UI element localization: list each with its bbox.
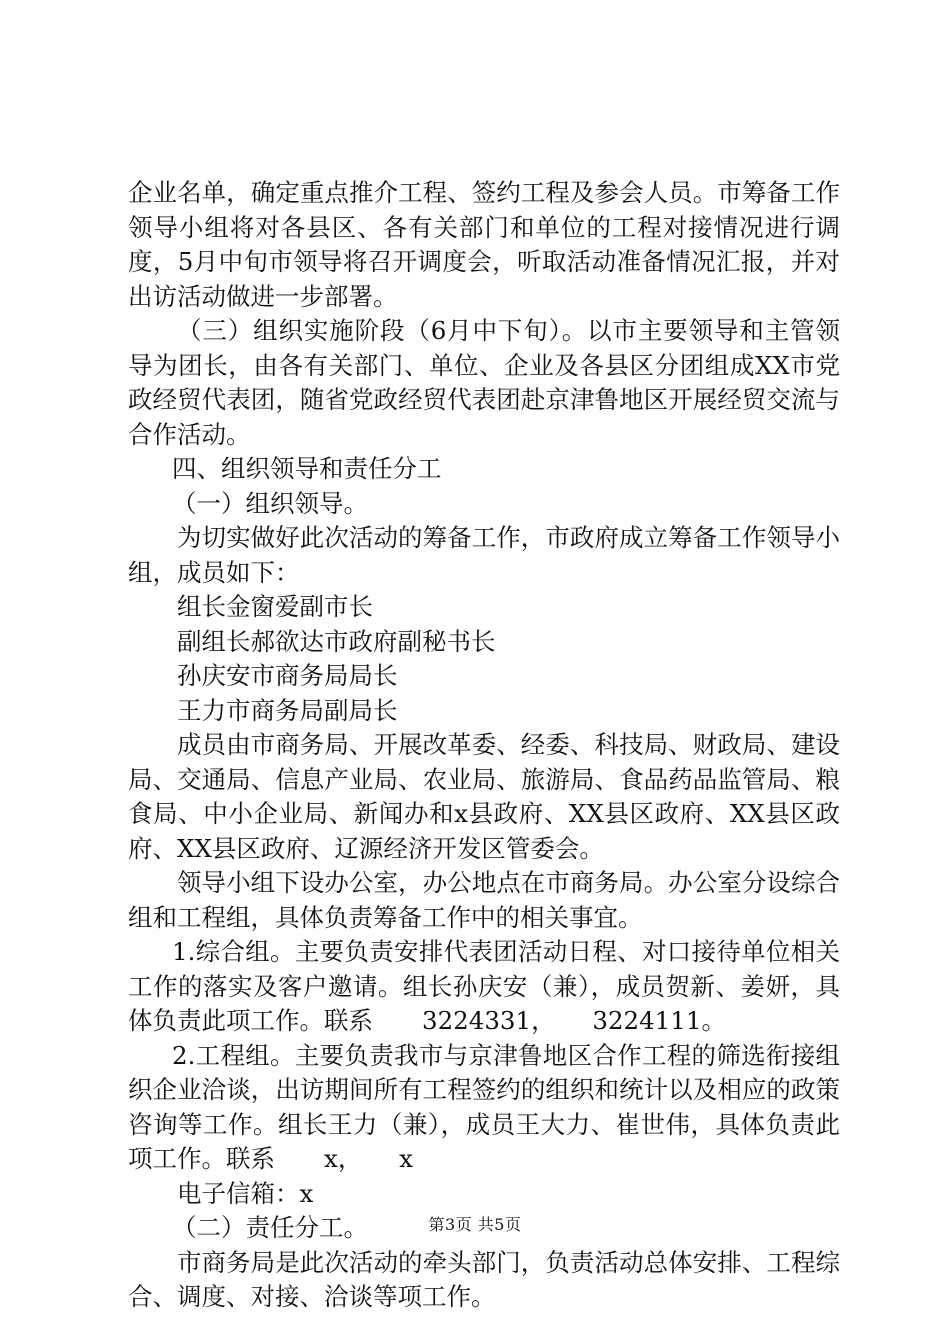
paragraph-members: 成员由市商务局、开展改革委、经委、科技局、财政局、建设局、交通局、信息产业局、农业局、旅游局、食品药品监管局、粮食局、中小企业局、新闻办和x县政府、XX县区政府、XX县区政府、XX县区政府、辽源经济开发区管委会。	[128, 730, 840, 863]
member-deputy-leader: 副组长郝欲达市政府副秘书长	[177, 626, 496, 656]
paragraph-implementation-stage: （三）组织实施阶段（6月中下旬）。以市主要领导和主管领导为团长，由各有关部门、单位、企业及各县区分团组成XX市党政经贸代表团，随省党政经贸代表团赴京津鲁地区开展经贸交流与合作活动。	[128, 316, 840, 449]
subheading-organization-leadership: （一）组织领导。	[172, 488, 368, 518]
document-body	[128, 176, 840, 1315]
paragraph-general-group: 1.综合组。主要负责安排代表团活动日程、对口接待单位相关工作的落实及客户邀请。组长孙庆安（兼），成员贺新、姜妍，具体负责此项工作。联系 3224331， 3224111。	[128, 937, 840, 1035]
paragraph-office: 领导小组下设办公室，办公地点在市商务局。办公室分设综合组和工程组，具体负责筹备工作中的相关事宜。	[128, 868, 840, 932]
paragraph-leadership-group: 为切实做好此次活动的筹备工作，市政府成立筹备工作领导小组，成员如下：	[128, 523, 840, 587]
paragraph-project-group: 2.工程组。主要负责我市与京津鲁地区合作工程的筛选衔接组织企业洽谈，出访期间所有工程签约的组织和统计以及相应的政策咨询等工作。组长王力（兼），成员王大力、崔世伟，具体负责此项工作。联系 x， x	[128, 1040, 840, 1173]
paragraph-enterprise-list: 企业名单，确定重点推介工程、签约工程及参会人员。市筹备工作领导小组将对各县区、各有关部门和单位的工程对接情况进行调度，5月中旬市领导将召开调度会，听取活动准备情况汇报，并对出访活动做进一步部署。	[128, 178, 840, 311]
subheading-responsibility: （二）责任分工。	[172, 1213, 368, 1242]
member-commerce-deputy: 王力市商务局副局长	[177, 695, 398, 725]
member-group-leader: 组长金窗爱副市长	[177, 592, 373, 621]
section-heading-organization: 四、组织领导和责任分工	[172, 454, 442, 483]
paragraph-commerce-bureau: 市商务局是此次活动的牵头部门，负责活动总体安排、工程综合、调度、对接、洽谈等项工作。	[128, 1247, 840, 1311]
member-commerce-director: 孙庆安市商务局局长	[177, 661, 398, 690]
paragraph-email: 电子信箱：x	[177, 1178, 314, 1208]
page-number-footer: 第3页 共5页	[428, 1215, 522, 1234]
